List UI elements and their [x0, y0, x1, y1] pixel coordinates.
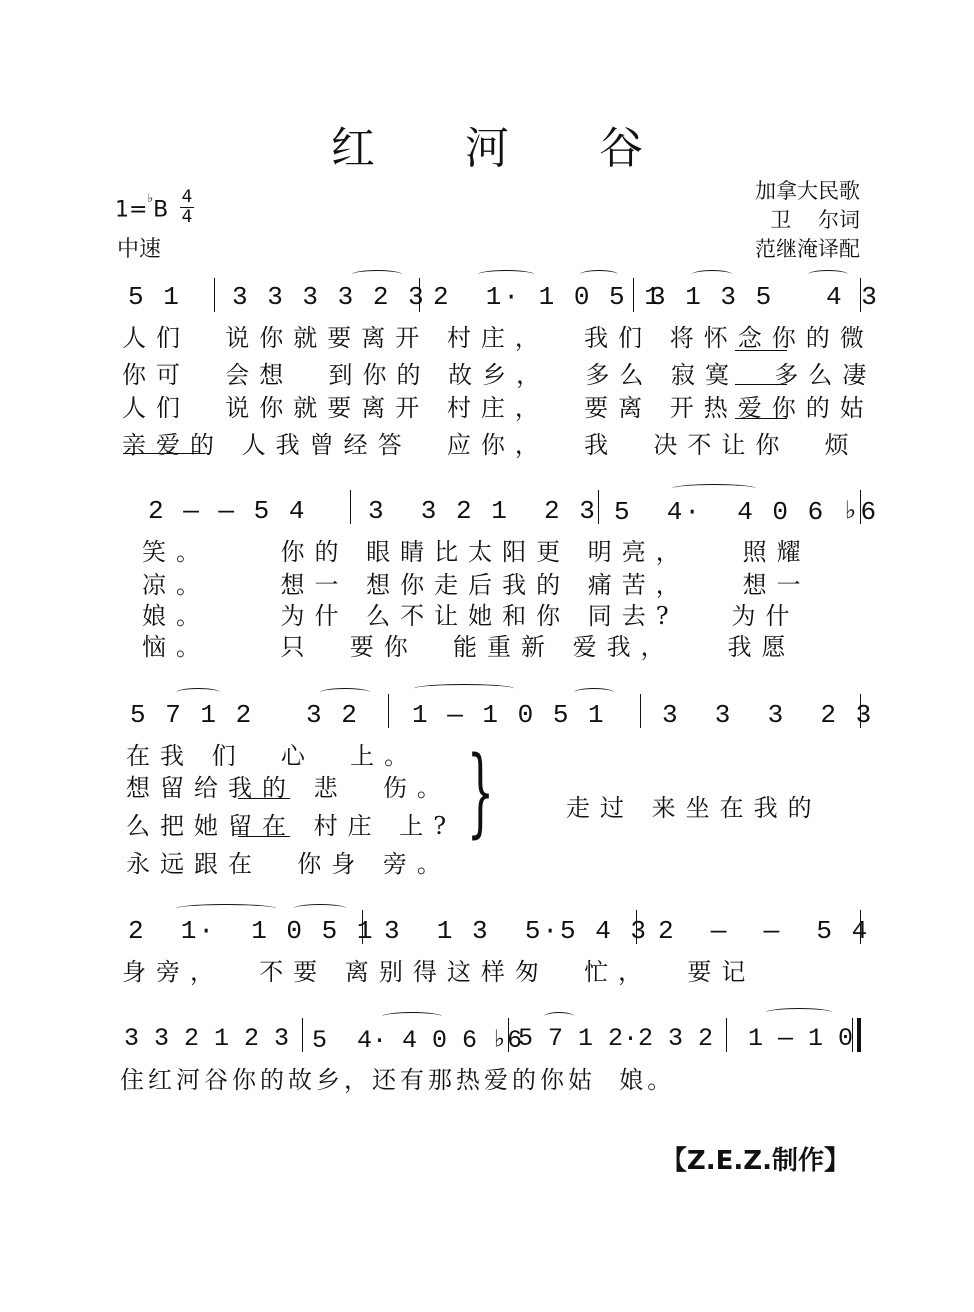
measure-4-1: 2 1· 1 0 5 1 [128, 916, 375, 946]
barline [388, 694, 389, 728]
barline [860, 278, 861, 312]
key-prefix: 1= [115, 197, 148, 223]
song-title: 红 河 谷 [331, 123, 681, 174]
measure-4-2: 3 1 3 5·5 4 3 [384, 916, 649, 946]
lyric-verse-1: 人们 说你就要离开 村庄， 我们 将怀念你的微 [122, 324, 874, 352]
barline [640, 694, 641, 728]
barline [598, 490, 599, 524]
measure-5-1: 3 3 2 1 2 3 [124, 1024, 290, 1053]
time-bottom: 4 [181, 207, 193, 227]
measure-2-1: 2 — — 5 4 [148, 496, 307, 526]
flat-sign: ♭ [147, 191, 154, 205]
slur [478, 270, 534, 279]
barline [860, 694, 861, 728]
barline [214, 278, 215, 312]
barline [633, 278, 634, 312]
slur [382, 1012, 442, 1021]
barline [302, 1018, 303, 1052]
lyric-verse-1: 笑。 你的 眼睛比太阳更 明亮， 照耀 [142, 538, 811, 566]
key-note: B [153, 197, 169, 223]
lyric-verse-4: 永远跟在 你身 旁。 [126, 850, 451, 878]
slur [766, 1008, 832, 1017]
lyric-verse-2: 凉。 想一 想你走后我的 痛苦， 想一 [142, 571, 811, 599]
slur [352, 270, 402, 279]
measure-1-1: 5 1 [128, 282, 181, 312]
measure-3-3: 3 3 3 2 3 [662, 700, 874, 730]
measure-3-1: 5 7 1 2 3 2 [130, 700, 359, 730]
verse-brace: } [466, 736, 495, 848]
lyric-verse-4: 亲爱的 人我曾经答 应你， 我 决不让你 烦 [122, 431, 859, 459]
slur [320, 688, 370, 697]
measure-1-3: 2 1· 1 0 5 1 [433, 282, 662, 312]
credit-origin: 加拿大民歌 [755, 179, 860, 203]
slur [294, 904, 346, 913]
slur [574, 688, 614, 697]
measure-5-2: 5 4· 4 0 6 ♭6 [312, 1026, 523, 1055]
lyric-verse-2: 你可 会想 到你的 故乡， 多么 寂寞 多么凄 [122, 361, 877, 389]
barline [860, 910, 861, 944]
measure-2-2: 3 3 2 1 2 3 [368, 496, 597, 526]
measure-5-3: 5 7 1 2·2 3 2 [518, 1024, 714, 1053]
measure-1-4: 3 1 3 5 4 3 [650, 282, 879, 312]
lyric-verse-1: 在我 们 心 上。 [126, 742, 419, 770]
underline [123, 452, 205, 454]
slur [672, 484, 756, 493]
underline [735, 383, 787, 385]
lyric-line: 住红河谷你的故乡，还有那热爱的你姑 娘。 [120, 1066, 676, 1094]
underline [735, 417, 787, 419]
credit-lyricist: 卫 尔词 [770, 208, 860, 232]
lyric-verse-4: 恼。 只 要你 能重新 爱我， 我愿 [142, 633, 796, 661]
measure-4-3: 2 — — 5 4 [658, 916, 870, 946]
barline [350, 490, 351, 524]
time-top: 4 [181, 187, 193, 207]
barline [419, 278, 420, 312]
slur [176, 904, 276, 913]
lyric-verse-3: 人们 说你就要离开 村庄， 要离 开热爱你的姑 [122, 394, 874, 422]
underline [238, 797, 290, 799]
slur [580, 270, 618, 279]
barline [362, 910, 363, 944]
final-barline [852, 1018, 861, 1052]
maker-credit: 【Z.E.Z.制作】 [660, 1146, 850, 1176]
barline [860, 490, 861, 524]
measure-1-2: 3 3 3 3 2 3 [232, 282, 426, 312]
key-signature [115, 191, 169, 223]
measure-2-3: 5 4· 4 0 6 ♭6 [614, 497, 879, 527]
lyric-line: 身旁， 不要 离别得这样匆 忙， 要记 [122, 958, 756, 986]
barline [508, 1018, 509, 1052]
slur [544, 1012, 574, 1021]
slur [692, 270, 732, 279]
barline [636, 910, 637, 944]
measure-5-4: 1 — 1 0 [748, 1024, 854, 1053]
measure-3-2: 1 — 1 0 5 1 [412, 700, 606, 730]
lyric-verse-2: 想留给我的 悲 伤。 [126, 774, 451, 802]
refrain-lyric: 走过 来坐在我的 [566, 794, 822, 822]
lyric-verse-3: 么把她留在 村庄 上? [126, 812, 457, 840]
slur [176, 688, 220, 697]
tempo-marking: 中速 [117, 237, 162, 262]
slur [414, 684, 514, 693]
time-signature [180, 189, 194, 226]
credit-translator: 范继淹译配 [755, 237, 860, 261]
barline [726, 1018, 727, 1052]
lyric-verse-3: 娘。 为什 么不让她和你 同去? 为什 [142, 602, 800, 630]
slur [808, 270, 848, 279]
underline [238, 835, 290, 837]
underline [735, 349, 787, 351]
